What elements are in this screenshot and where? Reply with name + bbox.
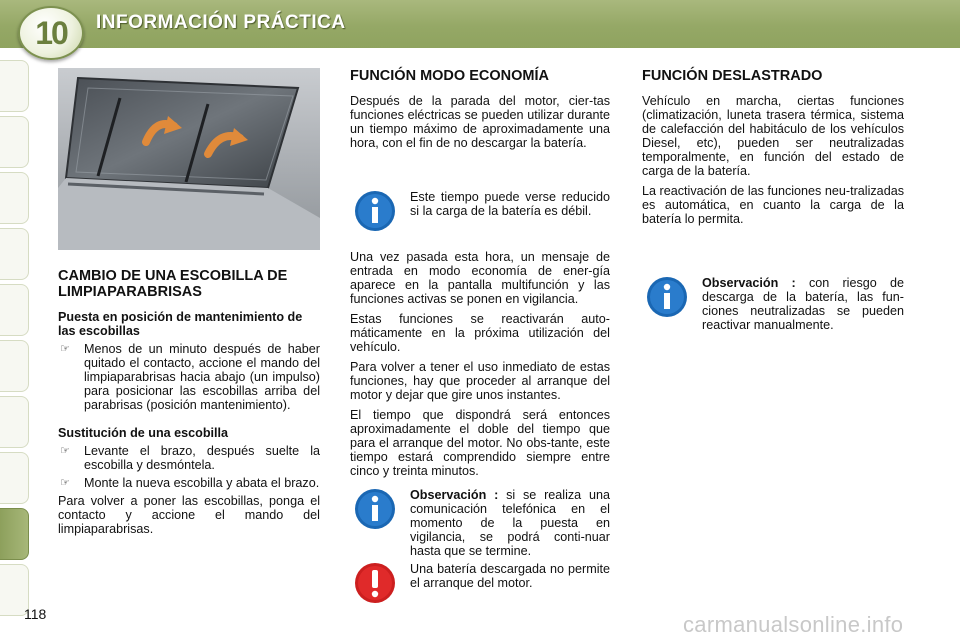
paragraph: La reactivación de las funciones neu-tralizadas es automática, en cuanto la carga de la batería lo permita. [642, 184, 904, 226]
hand-pointer-icon: ☞ [60, 343, 70, 355]
chapter-badge [18, 6, 84, 60]
note-label: Observación : [410, 488, 499, 502]
chapter-tab[interactable] [0, 396, 29, 448]
paragraph: Después de la parada del motor, cier-tas funciones eléctricas se pueden utilizar durante un tiempo máximo de aproximadamente una hora, con el fin de no descargar la batería. [350, 94, 610, 150]
middle-column [350, 68, 610, 156]
paragraph: Vehículo en marcha, ciertas funciones (climatización, luneta trasera térmica, sistema de calefacción del habitáculo de los vehículos Diesel, etc), pueden ser neutralizadas temporalmente, en función del estado de carga de la batería. [642, 94, 904, 178]
note-label: Observación : [702, 276, 796, 290]
chapter-tab[interactable] [0, 172, 29, 224]
list-item: ☞ Menos de un minuto después de haber quitado el contacto, accione el mando del limpiaparabrisas hacia abajo (un impulso) para posicionar las escobillas arriba del parabrisas (posición mantenimiento). [60, 342, 320, 412]
section-title-wiper: CAMBIO DE UNA ESCOBILLA DE LIMPIAPARABRISAS [58, 268, 288, 300]
paragraph: Estas funciones se reactivarán auto-máticamente en la próxima utilización del vehículo. [350, 312, 610, 354]
warning-icon [354, 562, 396, 604]
list-item: ☞ Levante el brazo, después suelte la escobilla y desmóntela. [60, 444, 320, 472]
page-title: INFORMACIÓN PRÁCTICA [96, 12, 346, 33]
info-note: Observación : si se realiza una comunicación telefónica en el momento de la puesta en vigilancia, se podrá conti-nuar hasta que se termine. [354, 488, 610, 558]
left-column [58, 268, 320, 542]
info-note: Observación : con riesgo de descarga de la batería, las fun-ciones neutralizadas se pueden reactivar manualmente. [646, 276, 904, 332]
chapter-tab[interactable] [0, 340, 29, 392]
chapter-tab[interactable] [0, 60, 29, 112]
info-icon [354, 190, 396, 232]
subsection-title: Puesta en posición de mantenimiento de las escobillas [58, 310, 303, 338]
info-icon [646, 276, 688, 318]
hand-pointer-icon: ☞ [60, 445, 70, 457]
windshield-wiper-illustration [58, 68, 320, 250]
page-header [0, 0, 960, 51]
section-title-load-shedding: FUNCIÓN DESLASTRADO [642, 68, 823, 84]
chapter-tab-active[interactable] [0, 508, 29, 560]
chapter-tabs [0, 60, 34, 620]
chapter-tab[interactable] [0, 228, 29, 280]
chapter-tab[interactable] [0, 116, 29, 168]
paragraph: Para volver a tener el uso inmediato de estas funciones, hay que proceder al arranque del motor y dejar que gire unos instantes. [350, 360, 610, 402]
subsection-title: Sustitución de una escobilla [58, 426, 229, 440]
chapter-tab[interactable] [0, 284, 29, 336]
chapter-tab[interactable] [0, 452, 29, 504]
list-item: ☞ Monte la nueva escobilla y abata el brazo. [60, 476, 320, 490]
section-title-economy: FUNCIÓN MODO ECONOMÍA [350, 68, 549, 84]
paragraph: Para volver a poner las escobillas, ponga el contacto y accione el mando del limpiaparabrisas. [58, 494, 320, 536]
watermark: carmanualsonline.info [683, 612, 904, 637]
paragraph: El tiempo que dispondrá será entonces aproximadamente el doble del tiempo que para el arranque del motor. No obs-tante, este tiempo estará comprendido siempre entre cinco y treinta minutos. [350, 408, 610, 478]
page-number: 118 [24, 606, 47, 622]
info-icon [354, 488, 396, 530]
right-column [642, 68, 904, 232]
paragraph: Una vez pasada esta hora, un mensaje de entrada en modo economía de ener-gía aparece en la pantalla multifunción y las funciones activas se ponen en vigilancia. [350, 250, 610, 306]
warning-note: Una batería descargada no permite el arranque del motor. [354, 562, 610, 604]
middle-column-cont [350, 250, 610, 484]
hand-pointer-icon: ☞ [60, 477, 70, 489]
info-note: Este tiempo puede verse reducido si la carga de la batería es débil. [354, 190, 610, 232]
chapter-number: 10 [35, 14, 67, 51]
